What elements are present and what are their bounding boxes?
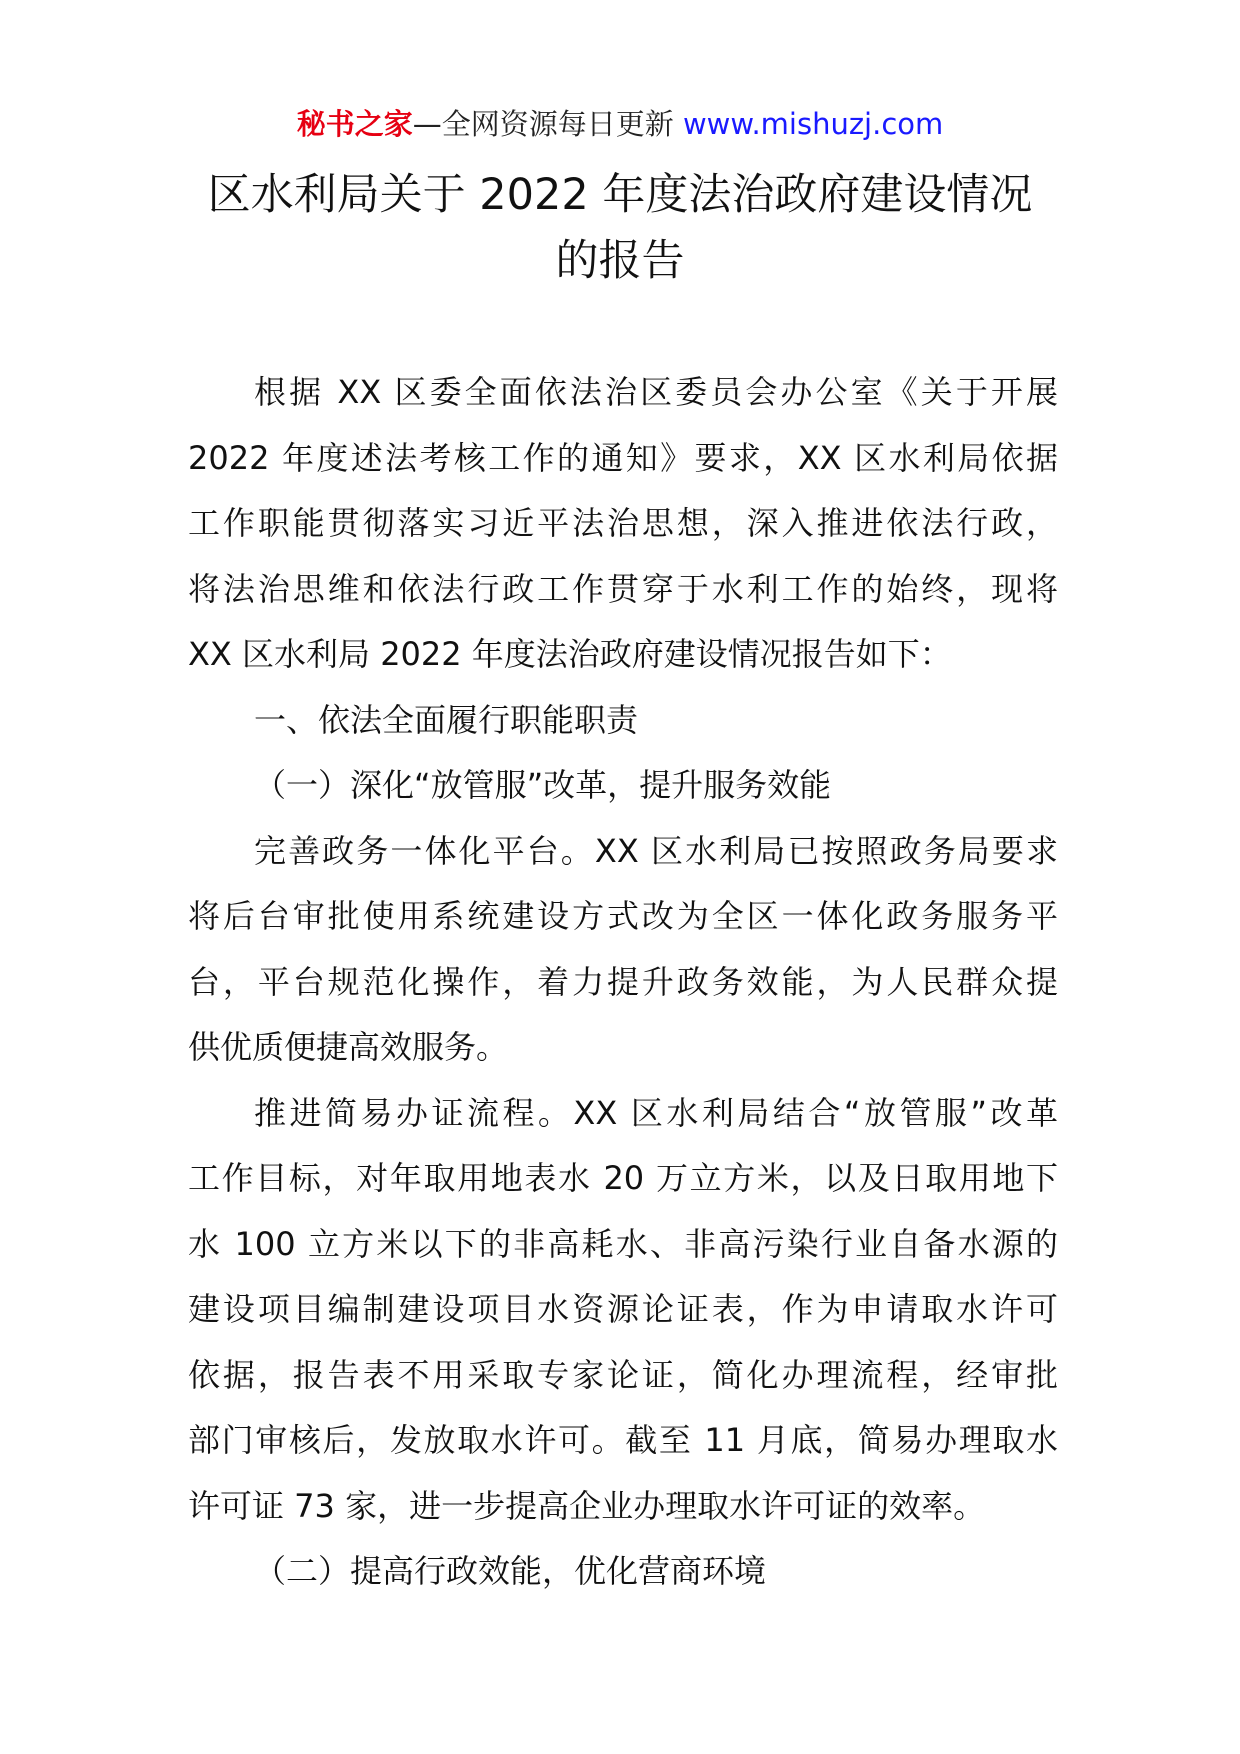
body-line: 推进简易办证流程。XX 区水利局结合“放管服”改革: [254, 1093, 1058, 1132]
document-title: [150, 162, 1090, 294]
body-line: 水 100 立方米以下的非高耗水、非高污染行业自备水源的: [188, 1224, 1058, 1263]
title-line-1: 区水利局关于 2022 年度法治政府建设情况: [207, 170, 1033, 220]
section-heading: 一、依法全面履行职能职责: [254, 700, 639, 739]
body-line: 许可证 73 家，进一步提高企业办理取水许可证的效率。: [188, 1486, 986, 1525]
site-url: www.mishuzj.com: [682, 107, 944, 141]
body-line: 将后台审批使用系统建设方式改为全区一体化政务服务平: [188, 897, 1058, 935]
brand-name: 秘书之家: [296, 107, 413, 141]
body-line: 供优质便捷高效服务。: [188, 1028, 509, 1066]
header-tagline: —全网资源每日更新: [412, 107, 674, 141]
body-line: 台，平台规范化操作，着力提升政务效能，为人民群众提: [188, 962, 1058, 1001]
body-line: 工作目标，对年取用地表水 20 万立方米，以及日取用地下: [188, 1159, 1058, 1197]
site-header: [0, 104, 1240, 144]
body-line: 部门审核后，发放取水许可。截至 11 月底，简易办理取水: [188, 1421, 1058, 1459]
body-line: 依据，报告表不用采取专家论证，简化办理流程，经审批: [188, 1355, 1058, 1394]
body-line: 工作职能贯彻落实习近平法治思想，深入推进依法行政，: [188, 504, 1058, 542]
body-line: XX 区水利局 2022 年度法治政府建设情况报告如下：: [188, 635, 952, 673]
subsection-heading: （一）深化“放管服”改革，提升服务效能: [254, 766, 832, 804]
body-line: 完善政务一体化平台。XX 区水利局已按照政务局要求: [254, 831, 1058, 870]
subsection-heading: （二）提高行政效能，优化营商环境: [254, 1552, 767, 1590]
title-line-2: 的报告: [555, 236, 685, 286]
body-line: 2022 年度述法考核工作的通知》要求，XX 区水利局依据: [188, 438, 1058, 477]
body-line: 将法治思维和依法行政工作贯穿于水利工作的始终，现将: [188, 569, 1058, 608]
document-body: [188, 360, 1058, 1605]
body-line: 建设项目编制建设项目水资源论证表，作为申请取水许可: [188, 1290, 1058, 1328]
body-line: 根据 XX 区委全面依法治区委员会办公室《关于开展: [254, 373, 1058, 411]
